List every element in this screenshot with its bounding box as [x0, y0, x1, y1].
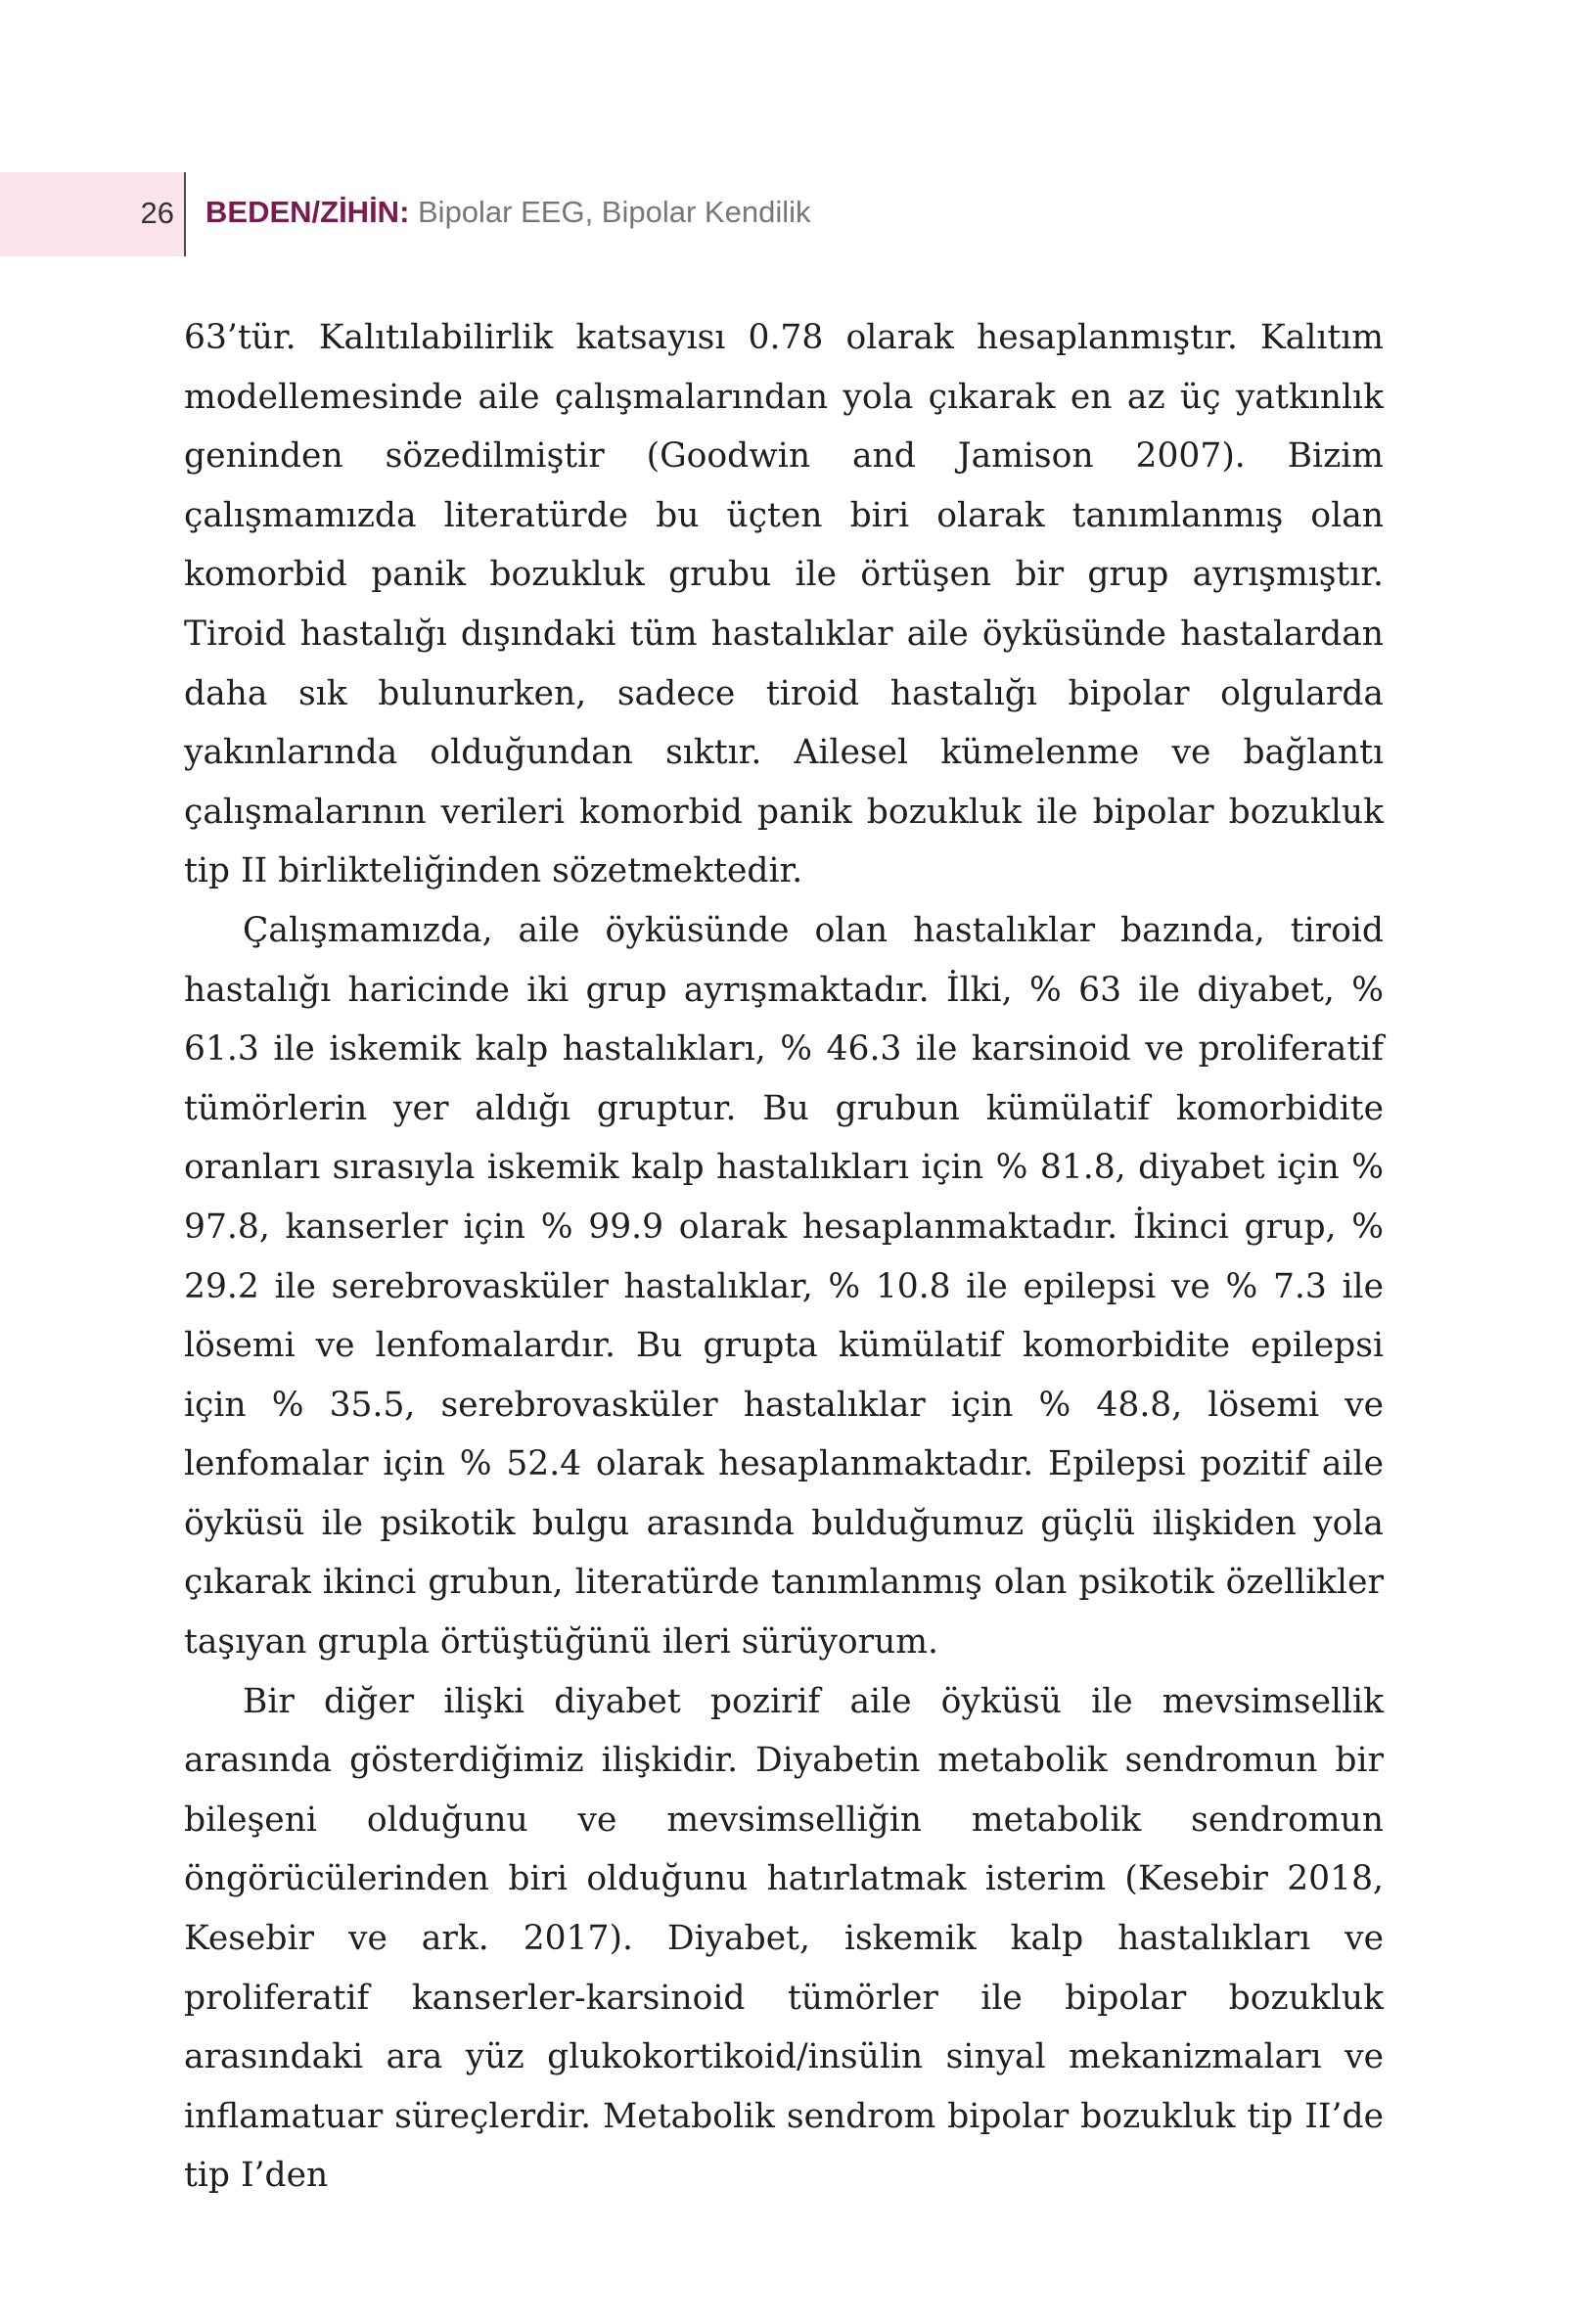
- page-number: 26: [140, 196, 174, 230]
- running-head: [205, 195, 810, 230]
- header-divider: [184, 172, 186, 256]
- chapter-title: Bipolar EEG, Bipolar Kendilik: [409, 195, 811, 229]
- paragraph-2: Çalışmamızda, aile öyküsünde olan hastalıklar bazında, tiroid hastalığı haricinde iki grup ayrışmaktadır. İlki, % 63 ile diyabet, % 61.3 ile iskemik kalp hastalıkları, % 46.3 ile karsinoid ve proliferatif tümörlerin yer aldığı gruptur. Bu grubun kümülatif komorbidite oranları sırasıyla iskemik kalp hastalıkları için % 81.8, diyabet için % 97.8, kanserler için % 99.9 olarak hesaplanmaktadır. İkinci grup, % 29.2 ile serebrovasküler hastalıklar, % 10.8 ile epilepsi ve % 7.3 ile lösemi ve lenfomalardır. Bu grupta kümülatif komorbidite epilepsi için % 35.5, serebrovasküler hastalıklar için % 48.8, lösemi ve lenfomalar için % 52.4 olarak hesaplanmaktadır. Epilepsi pozitif aile öyküsü ile psikotik bulgu arasında bulduğumuz güçlü ilişkiden yola çıkarak ikinci grubun, literatürde tanımlanmış olan psikotik özellikler taşıyan grupla örtüştüğünü ileri sürüyorum.: [184, 910, 1384, 1663]
- body-text: [184, 308, 1384, 2206]
- paragraph-3: Bir diğer ilişki diyabet pozirif aile öyküsü ile mevsimsellik arasında gösterdiğimiz ilişkidir. Diyabetin metabolik sendromun bir bileşeni olduğunu ve mevsimselliğin metabolik sendromun öngörücülerinden biri olduğunu hatırlatmak isterim (Kesebir 2018, Kesebir ve ark. 2017). Diyabet, iskemik kalp hastalıkları ve proliferatif kanserler-karsinoid tümörler ile bipolar bozukluk arasındaki ara yüz glukokortikoid/insülin sinyal mekanizmaları ve inflamatuar süreçlerdir. Metabolik sendrom bipolar bozukluk tip II’de tip I’den: [184, 1681, 1384, 2196]
- book-title: BEDEN/ZİHİN:: [205, 195, 410, 229]
- paragraph-1: 63’tür. Kalıtılabilirlik katsayısı 0.78 olarak hesaplanmıştır. Kalıtım modellemesinde aile çalışmalarından yola çıkarak en az üç yatkınlık geninden sözedilmiştir (Goodwin and Jamison 2007). Bizim çalışmamızda literatürde bu üçten biri olarak tanımlanmış olan komorbid panik bozukluk grubu ile örtüşen bir grup ayrışmıştır. Tiroid hastalığı dışındaki tüm hastalıklar aile öyküsünde hastalardan daha sık bulunurken, sadece tiroid hastalığı bipolar olgularda yakınlarında olduğundan sıktır. Ailesel kümelenme ve bağlantı çalışmalarının verileri komorbid panik bozukluk ile bipolar bozukluk tip II birlikteliğinden sözetmektedir.: [184, 318, 1384, 891]
